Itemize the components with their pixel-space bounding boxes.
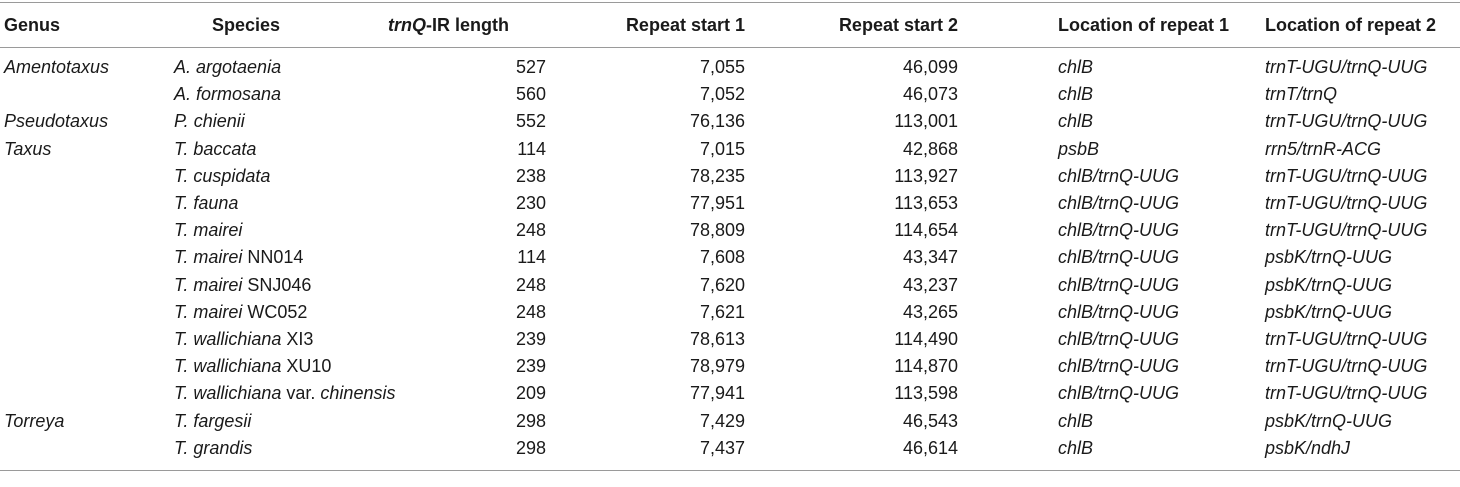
cell-loc2: trnT-UGU/trnQ-UUG <box>1265 356 1428 377</box>
cell-length: 248 <box>515 301 546 322</box>
cell-length: 230 <box>515 193 546 214</box>
cell-loc1: chlB/trnQ-UUG <box>1058 165 1180 186</box>
table-body <box>0 48 1460 471</box>
cell-loc2: trnT-UGU/trnQ-UUG <box>1265 193 1428 214</box>
cell-length: 560 <box>515 84 546 105</box>
cell-loc2: psbK/trnQ-UUG <box>1265 301 1393 322</box>
cell-start1: 78,613 <box>689 328 745 349</box>
cell-loc1: chlB/trnQ-UUG <box>1058 328 1180 349</box>
cell-length: 209 <box>515 383 546 404</box>
cell-loc1: chlB/trnQ-UUG <box>1058 247 1180 268</box>
cell-start1: 7,055 <box>699 57 745 78</box>
table-row <box>0 108 1460 135</box>
species-name: A. argotaenia <box>174 57 282 78</box>
header-length-gene: trnQ <box>388 14 426 35</box>
table-row <box>0 380 1460 407</box>
cell-loc2: psbK/ndhJ <box>1261 435 1460 471</box>
species-name: T. wallichiana <box>174 328 282 349</box>
cell-species <box>166 272 388 299</box>
cell-start2: 114,490 <box>894 328 958 349</box>
cell-loc1: chlB/trnQ-UUG <box>1058 356 1180 377</box>
table-row <box>0 299 1460 326</box>
cell-species <box>166 299 388 326</box>
cell-species <box>166 108 388 135</box>
species-variety: chinensis <box>320 383 396 404</box>
cell-start1: 7,015 <box>699 138 745 159</box>
table-row <box>0 272 1460 299</box>
species-name: P. chienii <box>174 111 245 132</box>
species-name: T. fargesii <box>174 410 252 431</box>
cell-genus <box>0 163 166 190</box>
species-name: T. grandis <box>174 437 253 458</box>
table-row <box>0 217 1460 244</box>
table-row <box>0 163 1460 190</box>
cell-genus <box>0 326 166 353</box>
cell-start2: 46,099 <box>902 57 958 78</box>
header-genus: Genus <box>0 3 166 48</box>
species-name: T. cuspidata <box>174 165 271 186</box>
species-qualifier: SNJ046 <box>242 274 312 295</box>
cell-species <box>166 326 388 353</box>
cell-start2: 113,001 <box>894 111 958 132</box>
cell-loc2: trnT-UGU/trnQ-UUG <box>1265 383 1428 404</box>
table-row <box>0 407 1460 434</box>
cell-loc1: chlB/trnQ-UUG <box>1058 383 1180 404</box>
species-name: T. mairei <box>174 247 243 268</box>
cell-loc1: chlB <box>1058 57 1094 78</box>
header-start1: Repeat start 1 <box>552 3 803 48</box>
cell-length: 238 <box>515 165 546 186</box>
cell-loc1: chlB/trnQ-UUG <box>1058 220 1180 241</box>
species-name: T. wallichiana <box>174 356 282 377</box>
cell-start2: 42,868 <box>902 138 958 159</box>
cell-genus: Torreya <box>4 410 65 431</box>
table-row <box>0 48 1460 82</box>
cell-start2: 46,073 <box>902 84 958 105</box>
cell-species <box>166 163 388 190</box>
cell-length: 248 <box>515 274 546 295</box>
cell-loc2: psbK/trnQ-UUG <box>1265 247 1393 268</box>
species-name: A. formosana <box>174 84 282 105</box>
cell-loc2: trnT-UGU/trnQ-UUG <box>1265 165 1428 186</box>
species-qualifier: var. <box>281 383 321 404</box>
cell-species <box>166 48 388 82</box>
cell-genus: Amentotaxus <box>4 57 110 78</box>
table-row <box>0 435 1460 471</box>
cell-loc2: rrn5/trnR-ACG <box>1265 138 1382 159</box>
species-qualifier: XU10 <box>281 356 332 377</box>
cell-species <box>166 353 388 380</box>
cell-start1: 76,136 <box>689 111 745 132</box>
header-loc1: Location of repeat 1 <box>1008 3 1261 48</box>
cell-species <box>166 136 388 163</box>
cell-start1: 78,809 <box>689 220 745 241</box>
cell-length: 298 <box>515 410 546 431</box>
cell-loc2: trnT-UGU/trnQ-UUG <box>1265 57 1428 78</box>
species-name: T. mairei <box>174 301 243 322</box>
cell-loc2: trnT-UGU/trnQ-UUG <box>1265 220 1428 241</box>
cell-length: 552 <box>515 111 546 132</box>
cell-loc2: psbK/trnQ-UUG <box>1265 274 1393 295</box>
species-name: T. fauna <box>174 193 239 214</box>
species-name: T. wallichiana <box>174 383 282 404</box>
cell-length: 114 <box>517 247 546 268</box>
cell-genus <box>0 217 166 244</box>
table-row <box>0 353 1460 380</box>
table-row <box>0 136 1460 163</box>
cell-genus <box>0 353 166 380</box>
cell-loc1: chlB/trnQ-UUG <box>1058 301 1180 322</box>
cell-start2: 43,237 <box>902 274 958 295</box>
cell-start2: 113,927 <box>894 165 958 186</box>
header-length-rest: -IR length <box>426 14 509 35</box>
cell-loc1: chlB <box>1058 111 1094 132</box>
cell-start2: 43,265 <box>902 301 958 322</box>
cell-genus <box>0 81 166 108</box>
cell-loc1: chlB <box>1008 435 1261 471</box>
species-qualifier: NN014 <box>242 247 304 268</box>
cell-length: 248 <box>515 220 546 241</box>
header-loc2: Location of repeat 2 <box>1261 3 1460 48</box>
cell-species <box>166 407 388 434</box>
cell-species <box>166 217 388 244</box>
cell-species <box>166 190 388 217</box>
cell-species <box>166 244 388 271</box>
cell-loc2: trnT-UGU/trnQ-UUG <box>1265 328 1428 349</box>
species-name: T. mairei <box>174 274 243 295</box>
cell-start2: 113,653 <box>894 193 958 214</box>
header-species: Species <box>166 3 388 48</box>
cell-length: 239 <box>515 356 546 377</box>
cell-start2: 46,543 <box>902 410 958 431</box>
repeat-table <box>0 2 1460 471</box>
cell-start1: 7,621 <box>699 301 745 322</box>
cell-start2: 43,347 <box>902 247 958 268</box>
cell-start1: 7,437 <box>552 435 803 471</box>
cell-start1: 7,620 <box>699 274 745 295</box>
table-row <box>0 190 1460 217</box>
cell-species <box>166 81 388 108</box>
cell-loc1: chlB <box>1058 84 1094 105</box>
cell-genus <box>0 435 166 471</box>
header-start2: Repeat start 2 <box>803 3 1008 48</box>
cell-start1: 77,951 <box>689 193 745 214</box>
cell-loc2: trnT-UGU/trnQ-UUG <box>1265 111 1428 132</box>
cell-length: 298 <box>388 435 552 471</box>
cell-genus <box>0 380 166 407</box>
table-row <box>0 244 1460 271</box>
cell-genus <box>0 299 166 326</box>
cell-start2: 114,870 <box>894 356 958 377</box>
table-row <box>0 81 1460 108</box>
cell-loc1: chlB <box>1058 410 1094 431</box>
cell-loc1: chlB/trnQ-UUG <box>1058 274 1180 295</box>
header-row <box>0 3 1460 48</box>
cell-start1: 7,429 <box>699 410 745 431</box>
cell-species <box>166 380 396 407</box>
cell-start1: 78,235 <box>689 165 745 186</box>
cell-loc2: psbK/trnQ-UUG <box>1265 410 1393 431</box>
cell-genus: Pseudotaxus <box>4 111 109 132</box>
cell-genus <box>0 190 166 217</box>
cell-loc1: chlB/trnQ-UUG <box>1058 193 1180 214</box>
species-name: T. baccata <box>174 138 257 159</box>
species-name: T. mairei <box>174 220 243 241</box>
cell-species <box>166 435 388 471</box>
cell-start2: 46,614 <box>803 435 1008 471</box>
cell-start2: 114,654 <box>894 220 958 241</box>
cell-loc1: psbB <box>1058 138 1100 159</box>
cell-loc2: trnT/trnQ <box>1265 84 1338 105</box>
cell-start1: 7,052 <box>699 84 745 105</box>
cell-length: 114 <box>517 138 546 159</box>
cell-genus <box>0 272 166 299</box>
cell-genus <box>0 244 166 271</box>
cell-start1: 7,608 <box>699 247 745 268</box>
species-qualifier: XI3 <box>281 328 314 349</box>
cell-length: 527 <box>515 57 546 78</box>
cell-length: 239 <box>515 328 546 349</box>
cell-start1: 77,941 <box>689 383 745 404</box>
header-length <box>388 3 552 48</box>
cell-genus: Taxus <box>4 138 52 159</box>
table-row <box>0 326 1460 353</box>
cell-start2: 113,598 <box>894 383 958 404</box>
cell-start1: 78,979 <box>689 356 745 377</box>
species-qualifier: WC052 <box>242 301 308 322</box>
